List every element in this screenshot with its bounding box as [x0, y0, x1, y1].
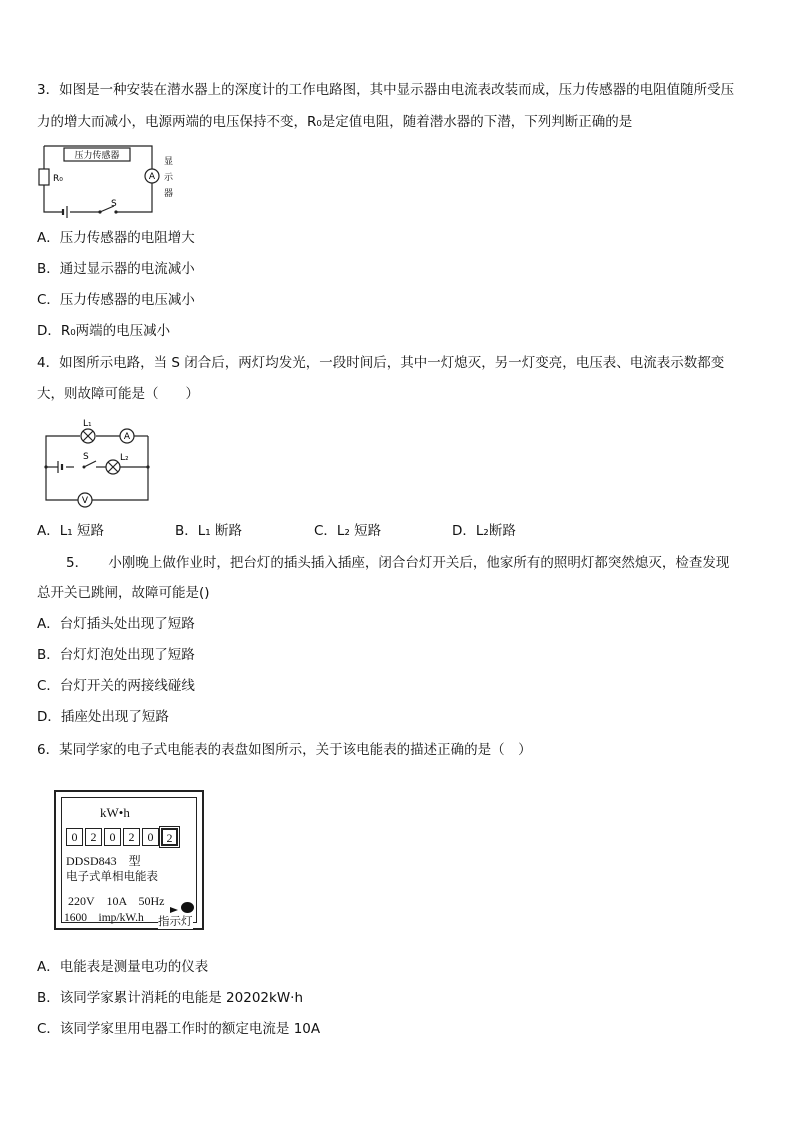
q4-option-c[interactable]: C．L₂ 短路	[314, 523, 382, 539]
q4-l2-label: L₂	[120, 453, 129, 463]
q3-display-char-3: 器	[164, 189, 174, 199]
meter-specs: 220V 10A 50Hz	[68, 894, 165, 908]
meter-unit: kW•h	[100, 805, 130, 820]
q3-display-char-2: 示	[164, 173, 174, 183]
q3-option-b[interactable]: B．通过显示器的电流减小	[37, 261, 195, 277]
meter-digit: 2	[123, 828, 140, 846]
q5-option-a[interactable]: A．台灯插头处出现了短路	[37, 616, 195, 632]
q6-option-c[interactable]: C．该同学家里用电器工作时的额定电流是 10A	[37, 1021, 321, 1037]
q3-display-char-1: 显	[164, 157, 174, 167]
q6-option-a[interactable]: A．电能表是测量电功的仪表	[37, 959, 209, 975]
q3-switch-label: S	[111, 199, 117, 209]
q4-stem-line2: 大，则故障可能是（ ）	[37, 386, 199, 402]
meter-digit-tenths: 2	[161, 828, 178, 846]
meter-digits	[66, 828, 180, 846]
q3-stem-line1: 3．如图是一种安装在潜水器上的深度计的工作电路图，其中显示器由电流表改装而成，压力传感器的电阻值随所受压	[37, 82, 735, 98]
q5-option-d[interactable]: D．插座处出现了短路	[37, 709, 169, 725]
q5-option-b[interactable]: B．台灯灯泡处出现了短路	[37, 647, 195, 663]
q3-option-d[interactable]: D．R₀两端的电压减小	[37, 323, 171, 339]
q4-option-a[interactable]: A．L₁ 短路	[37, 523, 104, 539]
indicator-lamp-icon	[181, 902, 194, 913]
q4-circuit-diagram	[40, 416, 152, 508]
q4-l1-label: L₁	[83, 419, 92, 429]
q3-sensor-label: 压力传感器	[74, 151, 120, 161]
q3-stem-line2: 力的增大而减小，电源两端的电压保持不变，R₀是定值电阻，随着潜水器的下潜，下列判断正确的是	[37, 114, 633, 130]
q3-option-c[interactable]: C．压力传感器的电压减小	[37, 292, 195, 308]
meter-digit: 0	[142, 828, 159, 846]
meter-digit: 2	[85, 828, 102, 846]
q3-ammeter-label: A	[148, 172, 156, 182]
meter-model: DDSD843 型	[66, 854, 141, 868]
q6-stem: 6．某同学家的电子式电能表的表盘如图所示，关于该电能表的描述正确的是（ ）	[37, 742, 532, 758]
q4-stem-line1: 4．如图所示电路，当 S 闭合后，两灯均发光，一段时间后，其中一灯熄灭，另一灯变亮，电压表、电流表示数都变	[37, 355, 725, 371]
q4-voltmeter-label: V	[81, 496, 89, 506]
energy-meter-figure	[54, 790, 204, 930]
meter-indicator-label: 指示灯	[158, 914, 193, 928]
q3-option-a[interactable]: A．压力传感器的电阻增大	[37, 230, 195, 246]
q3-r0-label: R₀	[53, 174, 63, 184]
meter-name: 电子式单相电能表	[66, 869, 158, 883]
q4-option-d[interactable]: D．L₂断路	[452, 523, 516, 539]
meter-constant: 1600 imp/kW.h	[64, 912, 144, 924]
q4-option-b[interactable]: B．L₁ 断路	[175, 523, 242, 539]
q5-stem-line2: 总开关已跳闸，故障可能是()	[37, 585, 210, 601]
q5-stem-line1: 5． 小刚晚上做作业时，把台灯的插头插入插座，闭合台灯开关后，他家所有的照明灯都突然熄灭，检查发现	[66, 555, 730, 571]
q5-option-c[interactable]: C．台灯开关的两接线碰线	[37, 678, 195, 694]
q4-ammeter-label: A	[123, 432, 131, 442]
meter-digit: 0	[104, 828, 121, 846]
meter-digit: 0	[66, 828, 83, 846]
q4-switch-label: S	[83, 452, 89, 462]
q6-option-b[interactable]: B．该同学家累计消耗的电能是 20202kW·h	[37, 990, 304, 1006]
q3-circuit-diagram	[36, 142, 174, 220]
